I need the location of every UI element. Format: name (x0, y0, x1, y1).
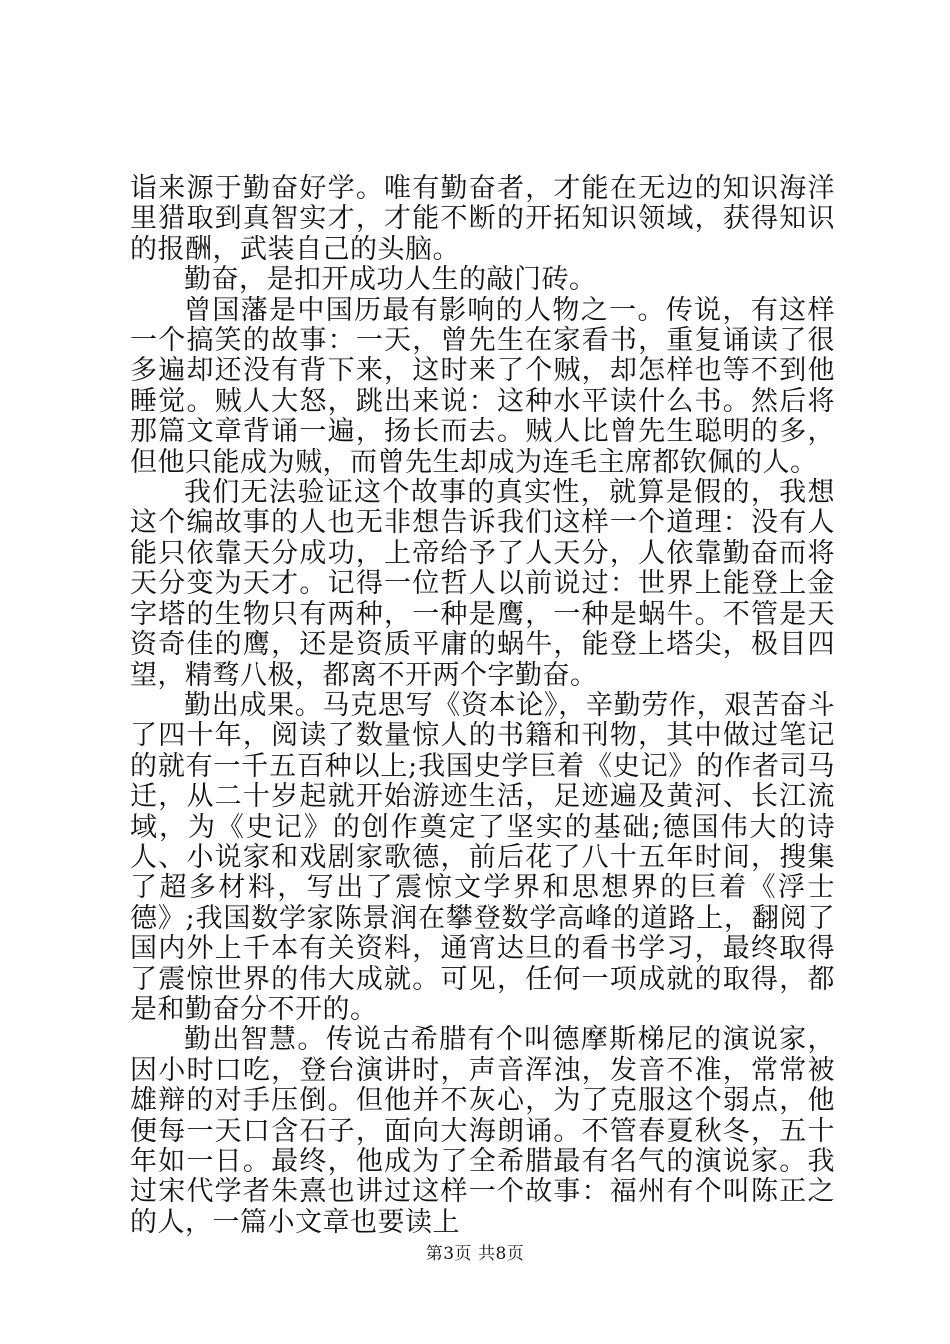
paragraph-5: 勤出成果。马克思写《资本论》，辛勤劳作，艰苦奋斗了四十年，阅读了数量惊人的书籍和刊物，其中做过笔记的就有一千五百种以上;我国史学巨着《史记》的作者司马迁，从二十岁起就开始游迹生活，足迹遍及黄河、长江流域，为《史记》的创作奠定了坚实的基础;德国伟大的诗人、小说家和戏剧家歌德，前后花了八十五年时间，搜集了超多材料，写出了震惊文学界和思想界的巨着《浮士德》;我国数学家陈景润在攀登数学高峰的道路上，翻阅了国内外上千本有关资料，通宵达旦的看书学习，最终取得了震惊世界的伟大成就。可见，任何一项成就的取得，都是和勤奋分不开的。 (130, 689, 835, 1025)
paragraph-6: 勤出智慧。传说古希腊有个叫德摩斯梯尼的演说家，因小时口吃，登台演讲时，声音浑浊，发音不准，常常被雄辩的对手压倒。但他并不灰心，为了克服这个弱点，他便每一天口含石子，面向大海朗诵。不管春夏秋冬，五十年如一日。最终，他成为了全希腊最有名气的演说家。我过宋代学者朱熹也讲过这样一个故事：福州有个叫陈正之的人，一篇小文章也要读上 (130, 1024, 835, 1238)
paragraph-3: 曾国藩是中国历最有影响的人物之一。传说，有这样一个搞笑的故事：一天，曾先生在家看书，重复诵读了很多遍却还没有背下来，这时来了个贼，却怎样也等不到他睡觉。贼人大怒，跳出来说：这种水平读什么书。然后将那篇文章背诵一遍，扬长而去。贼人比曾先生聪明的多，但他只能成为贼，而曾先生却成为连毛主席都钦佩的人。 (130, 294, 835, 478)
paragraph-1: 诣来源于勤奋好学。唯有勤奋者，才能在无边的知识海洋里猎取到真智实才，才能不断的开拓知识领域，获得知识的报酬，武装自己的头脑。 (130, 173, 835, 265)
page-number-footer: 第3页 共8页 (425, 1244, 525, 1264)
paragraph-2: 勤奋，是扣开成功人生的敲门砖。 (184, 264, 597, 296)
document-body (130, 174, 835, 1238)
paragraph-4: 我们无法验证这个故事的真实性，就算是假的，我想这个编故事的人也无非想告诉我们这样一个道理：没有人能只依靠天分成功，上帝给予了人天分，人依靠勤奋而将天分变为天才。记得一位哲人以前说过：世界上能登上金字塔的生物只有两种，一种是鹰，一种是蜗牛。不管是天资奇佳的鹰，还是资质平庸的蜗牛，能登上塔尖，极目四望，精骛八极，都离不开两个字勤奋。 (130, 477, 835, 691)
